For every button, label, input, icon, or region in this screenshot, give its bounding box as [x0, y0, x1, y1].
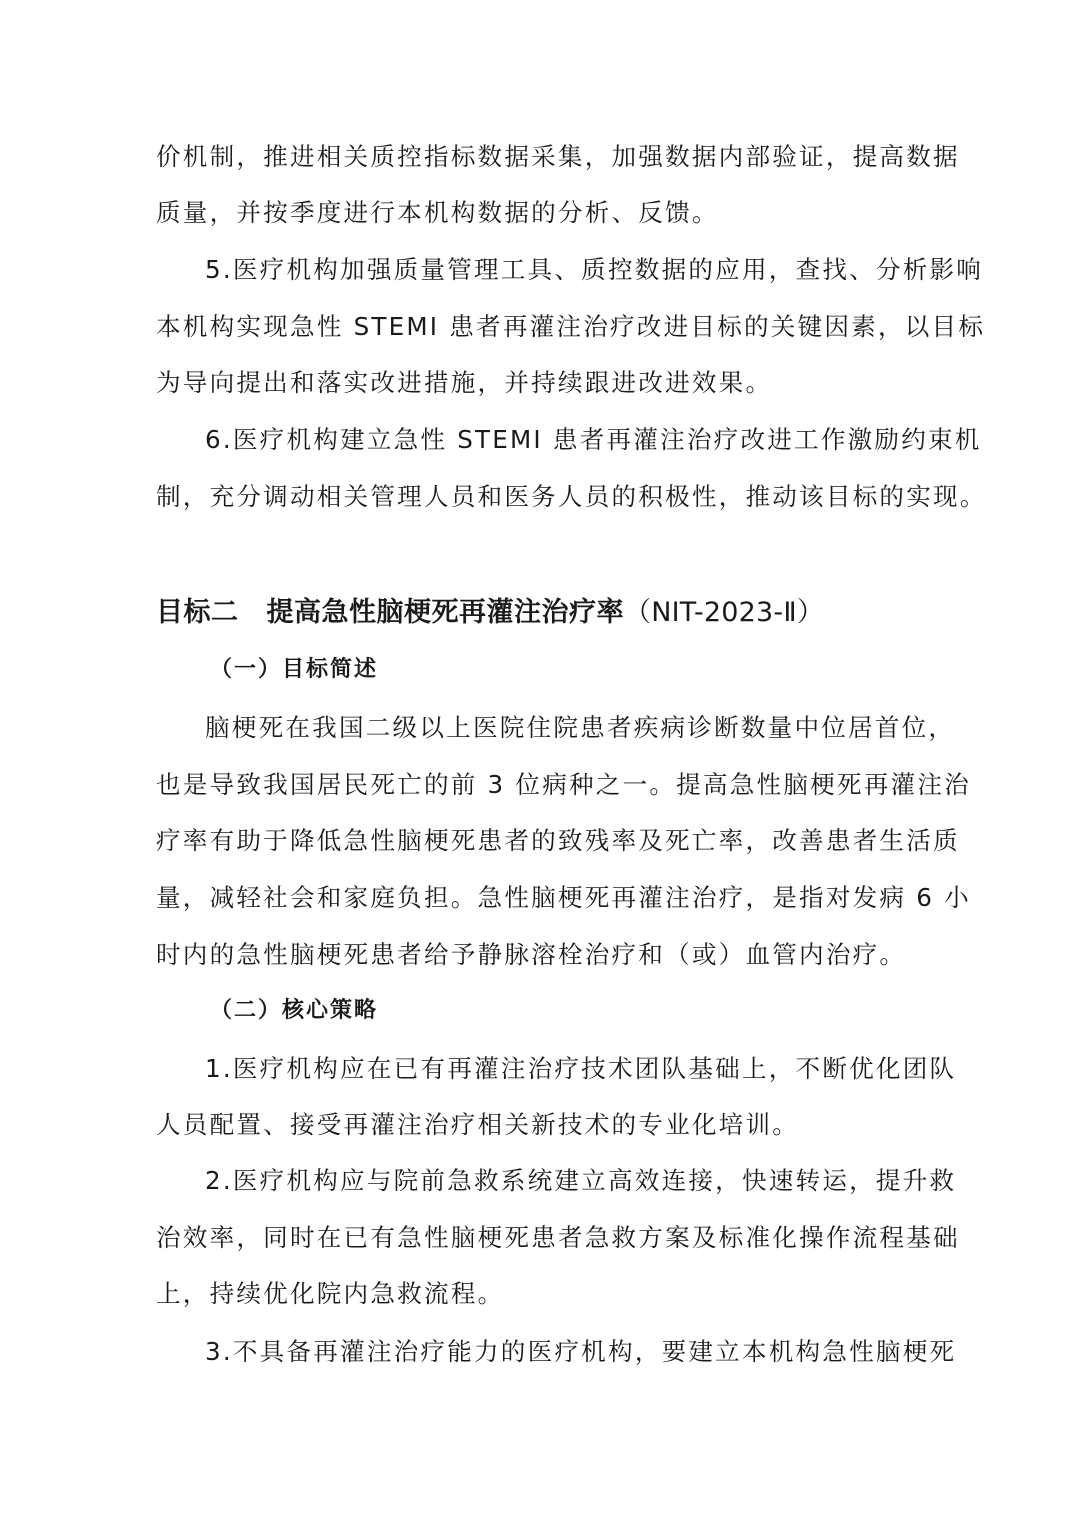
text-line: 疗率有助于降低急性脑梗死患者的致残率及死亡率，改善患者生活质 — [156, 826, 960, 855]
text-line: 制，充分调动相关管理人员和医务人员的积极性，推动该目标的实现。 — [156, 482, 987, 511]
goal-heading — [156, 596, 824, 630]
text-line: 1.医疗机构应在已有再灌注治疗技术团队基础上，不断优化团队 — [205, 1054, 957, 1083]
text-line: 本机构实现急性 STEMI 患者再灌注治疗改进目标的关键因素，以目标 — [156, 312, 986, 341]
text-line: 治效率，同时在已有急性脑梗死患者急救方案及标准化操作流程基础 — [156, 1223, 960, 1252]
text-line: 脑梗死在我国二级以上医院住院患者疾病诊断数量中位居首位， — [205, 713, 956, 742]
text-line: 也是导致我国居民死亡的前 3 位病种之一。提高急性脑梗死再灌注治 — [156, 770, 971, 799]
text-line: 上，持续优化院内急救流程。 — [156, 1279, 505, 1308]
text-line: 6.医疗机构建立急性 STEMI 患者再灌注治疗改进工作激励约束机 — [205, 425, 982, 454]
text-line: 价机制，推进相关质控指标数据采集，加强数据内部验证，提高数据 — [156, 142, 960, 171]
text-line: 5.医疗机构加强质量管理工具、质控数据的应用，查找、分析影响 — [205, 255, 984, 284]
text-line: 为导向提出和落实改进措施，并持续跟进改进效果。 — [156, 368, 773, 397]
text-line: 人员配置、接受再灌注治疗相关新技术的专业化培训。 — [156, 1110, 800, 1139]
goal-label: 目标二 — [156, 597, 239, 628]
section-heading-overview: （一）目标简述 — [210, 657, 379, 682]
text-line: 时内的急性脑梗死患者给予静脉溶栓治疗和（或）血管内治疗。 — [156, 940, 907, 969]
text-line: 3.不具备再灌注治疗能力的医疗机构，要建立本机构急性脑梗死 — [205, 1337, 957, 1366]
text-line: 2.医疗机构应与院前急救系统建立高效连接，快速转运，提升救 — [205, 1166, 957, 1195]
goal-code: （NIT-2023-Ⅱ） — [624, 597, 825, 628]
goal-title: 提高急性脑梗死再灌注治疗率 — [266, 597, 624, 628]
section-heading-strategy: （二）核心策略 — [210, 998, 379, 1023]
text-line: 量，减轻社会和家庭负担。急性脑梗死再灌注治疗，是指对发病 6 小 — [156, 883, 971, 912]
text-line: 质量，并按季度进行本机构数据的分析、反馈。 — [156, 198, 719, 227]
